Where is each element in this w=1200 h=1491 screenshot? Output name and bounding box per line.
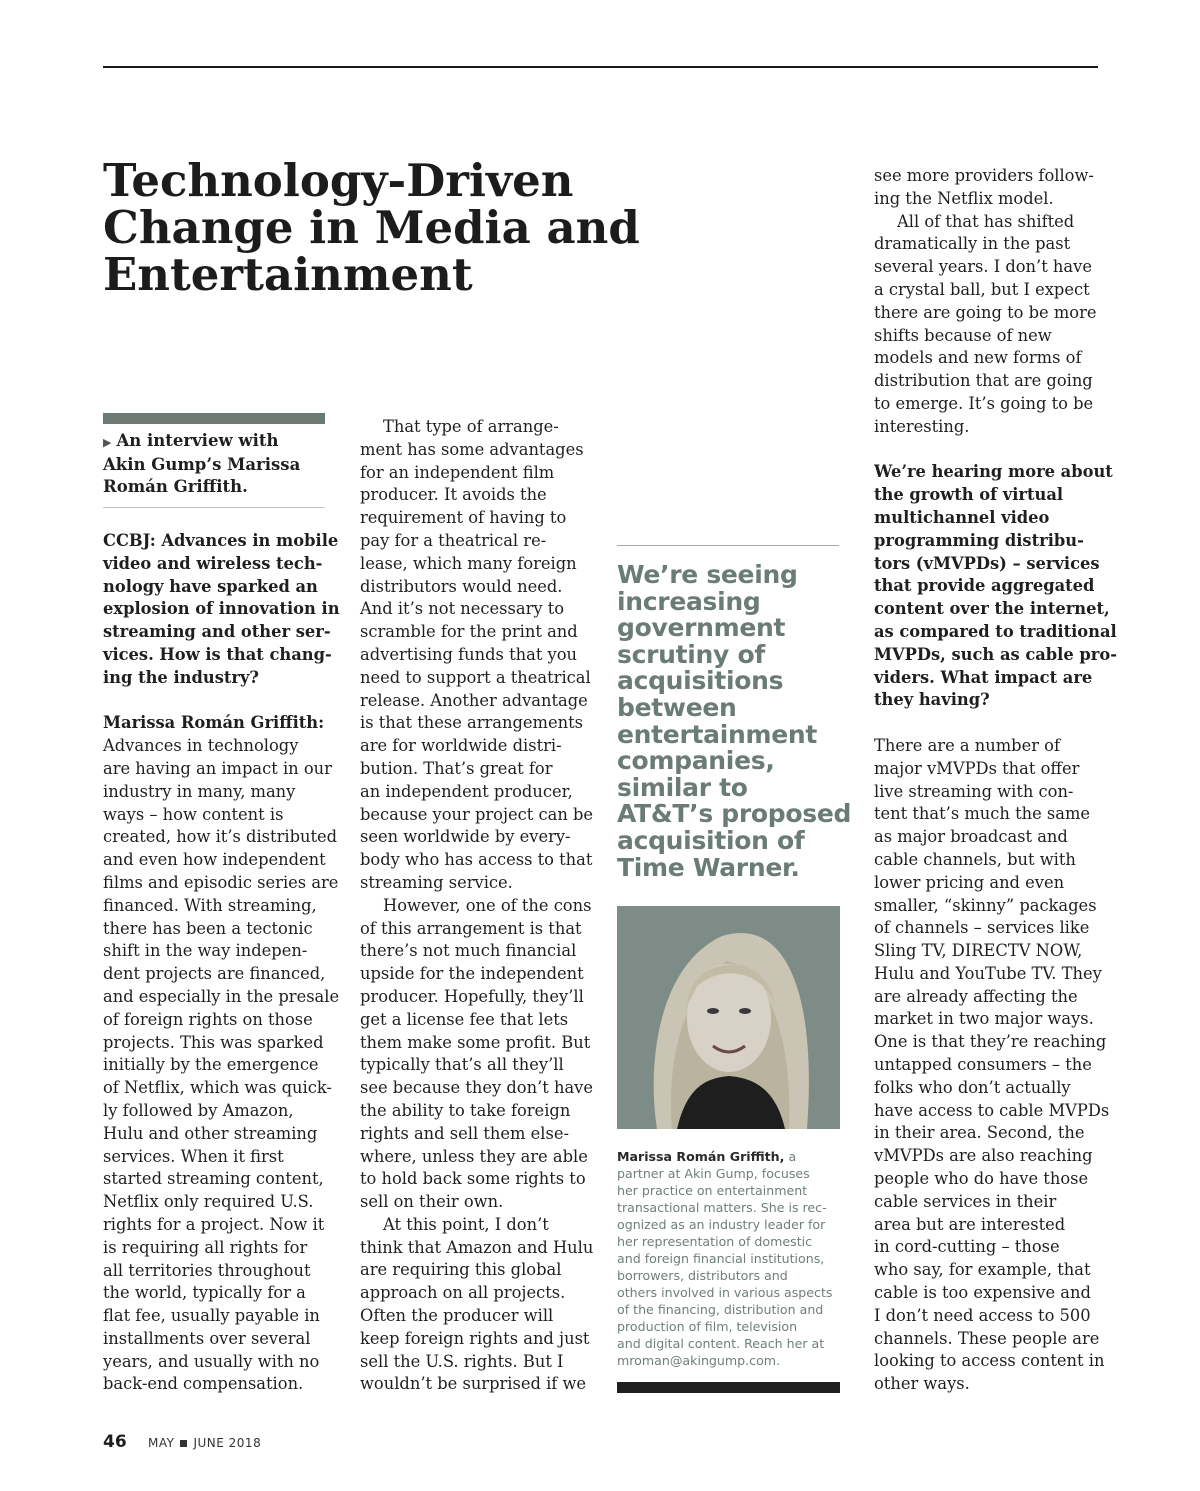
answer-line: years, and usually with no [103, 1351, 320, 1371]
question-line: streaming and other ser- [103, 622, 331, 642]
caption-line: her representation of domestic [617, 1234, 813, 1249]
answer-line: people who do have those [874, 1169, 1089, 1189]
pullquote-line: similar to [617, 772, 748, 802]
text-line: producer. Hopefully, they’ll [360, 986, 584, 1006]
answer-line: dent projects are financed, [103, 964, 326, 984]
caption-line: transactional matters. She is rec- [617, 1200, 827, 1215]
answer-line: is requiring all rights for [103, 1237, 308, 1257]
answer-line: Netflix only required U.S. [103, 1192, 314, 1212]
question-2 [874, 461, 1117, 712]
text-line: think that Amazon and Hulu [360, 1237, 594, 1257]
issue-month-year: JUNE 2018 [193, 1436, 262, 1450]
answer-line: of foreign rights on those [103, 1009, 313, 1029]
text-line: And it’s not necessary to [360, 599, 565, 619]
title-line: Change in Media and [103, 201, 640, 254]
caption-line: production of film, television [617, 1319, 798, 1334]
answer-line: market in two major ways. [874, 1009, 1094, 1029]
text-line: there’s not much financial [360, 941, 577, 961]
answer-line: installments over several [103, 1328, 311, 1348]
caption-line: partner at Akin Gump, focuses [617, 1166, 810, 1181]
answer-line: and even how independent [103, 850, 326, 870]
text-line: for an independent film [360, 462, 555, 482]
answer-line: initially by the emergence [103, 1055, 319, 1075]
square-bullet-icon [180, 1440, 187, 1447]
question-line: vices. How is that chang- [103, 644, 332, 664]
text-line: need to support a theatrical [360, 667, 591, 687]
pullquote-line: acquisitions [617, 666, 784, 696]
answer-line: Sling TV, DIRECTV NOW, [874, 941, 1083, 961]
answer-line: shift in the way indepen- [103, 941, 308, 961]
caption-line: and digital content. Reach her at [617, 1336, 825, 1351]
answer-line: services. When it first [103, 1146, 284, 1166]
answer-line: Hulu and other streaming [103, 1123, 318, 1143]
caption-line: mroman@akingump.com. [617, 1353, 781, 1368]
question-line: CCBJ: Advances in mobile [103, 531, 339, 550]
question-line: nology have sparked an [103, 576, 318, 596]
column-2 [360, 416, 594, 1396]
answer-line: created, how it’s distributed [103, 827, 338, 847]
text-line: streaming service. [360, 872, 513, 892]
text-line: there are going to be more [874, 302, 1097, 322]
text-line: advertising funds that you [360, 644, 578, 664]
answer-line: vMVPDs are also reaching [874, 1146, 1093, 1166]
speaker-label: Marissa Román Griffith: [103, 713, 325, 733]
text-line: sell the U.S. rights. But I [360, 1351, 564, 1371]
text-line: typically that’s all they’ll [360, 1055, 564, 1075]
answer-line: folks who don’t actually [874, 1077, 1071, 1097]
text-line: sell on their own. [360, 1192, 504, 1212]
photo-caption [617, 1148, 847, 1369]
text-line: several years. I don’t have [874, 257, 1092, 277]
author-photo [617, 906, 840, 1129]
text-line: rights and sell them else- [360, 1123, 569, 1143]
text-line: see more providers follow- [874, 166, 1094, 185]
text-line: interesting. [874, 416, 970, 436]
answer-line: looking to access content in [874, 1351, 1105, 1371]
title-line: Technology-Driven [103, 154, 574, 207]
column-4 [874, 165, 1117, 1396]
answer-1 [103, 735, 340, 1396]
question-line: ing the industry? [103, 667, 259, 687]
intro-line: Román Griffith. [103, 477, 248, 496]
intro-line: An interview with [116, 431, 279, 450]
text-line: models and new forms of [874, 348, 1082, 368]
answer-line: started streaming content, [103, 1169, 324, 1189]
answer-line: area but are interested [874, 1214, 1066, 1234]
answer-line: major vMVPDs that offer [874, 758, 1080, 778]
answer-line: the world, typically for a [103, 1283, 306, 1303]
text-line: pay for a theatrical re- [360, 530, 547, 550]
answer-line: films and episodic series are [103, 872, 339, 892]
question-1 [103, 530, 340, 690]
caption-line: of the financing, distribution and [617, 1302, 824, 1317]
answer-line: ly followed by Amazon, [103, 1100, 294, 1120]
intro-line: Akin Gump’s Marissa [103, 455, 301, 474]
caption-name: Marissa Román Griffith, [617, 1149, 785, 1164]
answer-line: cable services in their [874, 1191, 1057, 1211]
caption-line: her practice on entertainment [617, 1183, 808, 1198]
answer-line: live streaming with con- [874, 781, 1074, 801]
answer-line: and especially in the presale [103, 986, 340, 1006]
text-line: to hold back some rights to [360, 1169, 586, 1189]
text-line: That type of arrange- [383, 417, 559, 436]
text-line: release. Another advantage [360, 690, 588, 710]
text-line: the ability to take foreign [360, 1100, 571, 1120]
answer-line: Advances in technology [103, 736, 299, 756]
text-line: them make some profit. But [360, 1032, 591, 1052]
answer-line: Hulu and YouTube TV. They [874, 963, 1102, 983]
text-line: are requiring this global [360, 1260, 562, 1280]
pullquote-line: We’re seeing [617, 560, 798, 589]
text-line: lease, which many foreign [360, 553, 577, 573]
caption-line: others involved in various aspects [617, 1285, 833, 1300]
text-line: are for worldwide distri- [360, 736, 562, 756]
question-line: multichannel video [874, 507, 1050, 527]
question-line: We’re hearing more about [874, 462, 1113, 482]
answer-line: there has been a tectonic [103, 918, 313, 938]
answer-line: smaller, “skinny” packages [874, 895, 1097, 915]
answer-line: other ways. [874, 1374, 970, 1394]
pullquote-line: scrutiny of [617, 639, 765, 669]
caption-line: borrowers, distributors and [617, 1268, 788, 1283]
question-line: programming distribu- [874, 530, 1084, 550]
answer-line: in cord-cutting – those [874, 1237, 1060, 1257]
answer-line: have access to cable MVPDs [874, 1100, 1110, 1120]
answer-line: untapped consumers – the [874, 1055, 1092, 1075]
text-line: see because they don’t have [360, 1078, 594, 1098]
text-line: ment has some advantages [360, 439, 584, 459]
answer-line: flat fee, usually payable in [103, 1306, 320, 1326]
answer-line: of Netflix, which was quick- [103, 1078, 332, 1098]
answer-line: in their area. Second, the [874, 1123, 1085, 1143]
pullquote-line: between [617, 692, 737, 722]
text-line: distributors would need. [360, 576, 563, 596]
answer-line: as major broadcast and [874, 827, 1068, 847]
text-line: ing the Netflix model. [874, 188, 1054, 208]
paragraph [360, 895, 594, 1214]
paragraph [360, 416, 594, 895]
pullquote-line: acquisition of [617, 825, 805, 855]
answer-line: One is that they’re reaching [874, 1032, 1107, 1052]
intro-divider [103, 507, 325, 508]
answer-line: who say, for example, that [874, 1260, 1091, 1280]
answer-line: back-end compensation. [103, 1374, 304, 1394]
intro-deck [103, 430, 333, 498]
paragraph [874, 211, 1104, 439]
text-line: a crystal ball, but I expect [874, 279, 1090, 299]
answer-line: rights for a project. Now it [103, 1214, 325, 1234]
answer-line: projects. This was sparked [103, 1032, 324, 1052]
pullquote-line: Time Warner. [617, 852, 800, 882]
caption-line: and foreign financial institutions, [617, 1251, 825, 1266]
paragraph [874, 165, 1104, 211]
text-line: approach on all projects. [360, 1283, 566, 1303]
answer-line: are already affecting the [874, 986, 1078, 1006]
title-line: Entertainment [103, 248, 473, 301]
answer-line: are having an impact in our [103, 758, 332, 778]
question-line: explosion of innovation in [103, 599, 340, 619]
pullquote-line: companies, [617, 746, 775, 776]
pullquote-line: AT&T’s proposed [617, 799, 852, 829]
answer-2 [874, 735, 1110, 1396]
answer-line: cable is too expensive and [874, 1283, 1091, 1303]
answer-line: lower pricing and even [874, 872, 1065, 892]
answer-line: I don’t need access to 500 [874, 1305, 1091, 1325]
caption-bottom-bar [617, 1382, 840, 1393]
issue-month: MAY [148, 1436, 175, 1450]
text-line: shifts because of new [874, 325, 1052, 345]
text-line: requirement of having to [360, 508, 567, 528]
pullquote-line: entertainment [617, 719, 818, 749]
issue-date [148, 1436, 261, 1450]
text-line: body who has access to that [360, 850, 593, 870]
page-number: 46 [103, 1432, 127, 1452]
question-line: content over the internet, [874, 599, 1110, 619]
text-line: Often the producer will [360, 1306, 554, 1326]
question-line: viders. What impact are [874, 667, 1093, 687]
answer-line: There are a number of [874, 735, 1061, 755]
question-line: that provide aggregated [874, 576, 1095, 596]
text-line: because your project can be [360, 804, 594, 824]
answer-line: industry in many, many [103, 781, 296, 801]
caption-text: a [784, 1149, 797, 1164]
answer-line: all territories throughout [103, 1260, 311, 1280]
answer-line: financed. With streaming, [103, 895, 317, 915]
text-line: of this arrangement is that [360, 918, 582, 938]
article-title [103, 154, 643, 301]
text-line: scramble for the print and [360, 622, 578, 642]
text-line: producer. It avoids the [360, 485, 547, 505]
text-line: is that these arrangements [360, 713, 584, 733]
answer-line: of channels – services like [874, 918, 1090, 938]
top-rule [103, 66, 1098, 68]
question-line: video and wireless tech- [103, 553, 323, 573]
text-line: upside for the independent [360, 964, 584, 984]
answer-line: cable channels, but with [874, 849, 1076, 869]
question-line: the growth of virtual [874, 485, 1064, 505]
question-line: MVPDs, such as cable pro- [874, 644, 1117, 664]
text-line: to emerge. It’s going to be [874, 393, 1094, 413]
triangle-right-icon: ▶ [103, 436, 112, 449]
text-line: All of that has shifted [897, 211, 1075, 231]
answer-line: channels. These people are [874, 1328, 1100, 1348]
text-line: get a license fee that lets [360, 1009, 569, 1029]
text-line: However, one of the cons [383, 895, 592, 915]
pullquote-divider [617, 545, 839, 546]
pullquote-line: government [617, 613, 786, 643]
answer-line: tent that’s much the same [874, 804, 1091, 824]
text-line: At this point, I don’t [383, 1214, 549, 1234]
question-line: tors (vMVPDs) – services [874, 553, 1100, 573]
text-line: distribution that are going [874, 371, 1093, 391]
text-line: where, unless they are able [360, 1146, 588, 1166]
column-1 [103, 530, 340, 1396]
pull-quote [617, 562, 857, 881]
intro-accent-bar [103, 413, 325, 424]
pullquote-line: increasing [617, 586, 761, 616]
question-line: as compared to traditional [874, 621, 1117, 641]
caption-line: ognized as an industry leader for [617, 1217, 826, 1232]
answer-line: ways – how content is [103, 804, 284, 824]
text-line: keep foreign rights and just [360, 1328, 590, 1348]
text-line: seen worldwide by every- [360, 827, 571, 847]
text-line: wouldn’t be surprised if we [360, 1374, 587, 1394]
paragraph [360, 1214, 594, 1396]
question-line: they having? [874, 690, 990, 710]
text-line: dramatically in the past [874, 234, 1071, 254]
text-line: an independent producer, [360, 781, 573, 801]
text-line: bution. That’s great for [360, 758, 553, 778]
